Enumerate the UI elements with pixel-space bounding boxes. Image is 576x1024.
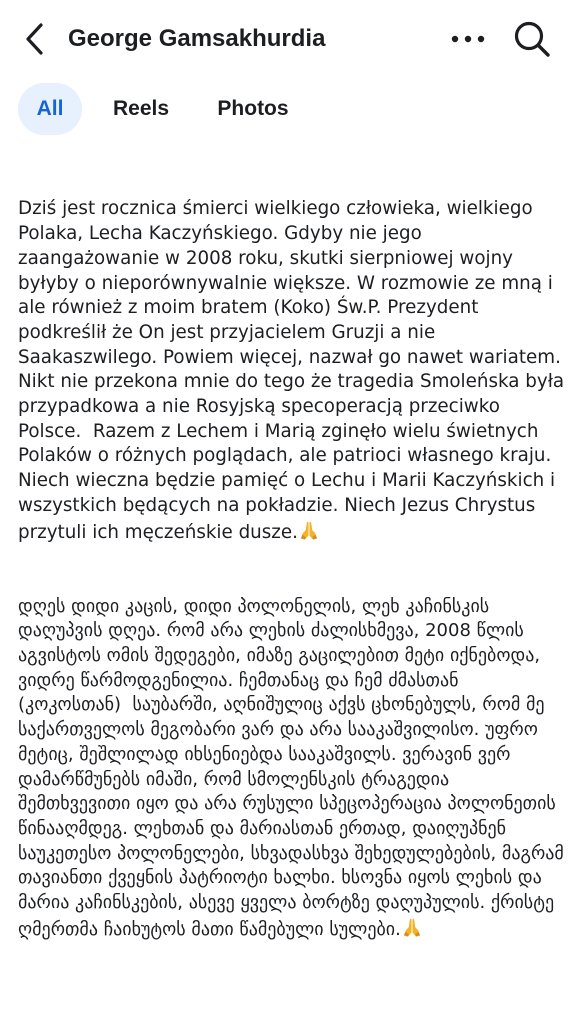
more-options-button[interactable] (446, 22, 490, 56)
folded-hands-icon (401, 916, 423, 938)
folded-hands-icon (298, 519, 320, 541)
back-button[interactable] (18, 20, 52, 58)
search-icon (512, 19, 552, 59)
page-title: George Gamsakhurdia (68, 25, 326, 52)
chevron-left-icon (24, 22, 46, 56)
tab-reels[interactable]: Reels (112, 97, 170, 120)
post-text-polish (18, 197, 570, 545)
more-horizontal-icon (450, 34, 486, 44)
georgian-paragraph: დღეს დიდი კაცის, დიდი პოლონელის, ლეხ კაჩინსკის დაღუპვის დღეა. რომ არა ლეხის ძალისხმევა, 2008 წლის აგვისტოს ომის შედეგები, იმაზე გაცილებით მეტი იქნებოდა, ვიდრე წარმოდგენილია. ჩემთანაც და ჩემ ძმასთან (კოკოსთან) საუბარში, აღნიშულიც აქვს ცხონებულს, რომ მე საქართველოს მეგობარი ვარ და არა სააკაშვილისო. უფრო მეტიც, შეშლილად იხსენიებდა სააკაშვილს. ვერავინ ვერ დამარწმუნებს იმაში, რომ სმოლენსკის ტრაგედია შემთხვევითი იყო და არა რუსული სპეცოპერაცია პოლონეთის წინააღმდეგ. ლეხთან და მარიასთან ერთად, დაიღუპნენ საუკეთესო პოლონელები, სხვადასხვა შეხედულებების, მაგრამ თავიანთი ქვეყნის პატრიოტი ხალხი. ხსოვნა იყოს ლეხის და მარია კაჩინსკების, ასევე ყველა ბორტზე დაღუპულის. ქრისტე ღმერთმა ჩაიხუტოს მათი წამებული სულები. (18, 595, 570, 940)
post-body (18, 148, 570, 967)
top-bar (0, 0, 576, 78)
tab-photos[interactable]: Photos (217, 97, 289, 120)
search-button[interactable] (510, 18, 554, 60)
tab-all[interactable]: All (18, 83, 82, 135)
post-text-georgian (18, 595, 570, 943)
filter-tabs (0, 80, 576, 136)
polish-paragraph: Dziś jest rocznica śmierci wielkiego człowieka, wielkiego Polaka, Lecha Kaczyńskiego. Gdyby nie jego zaangażowanie w 2008 roku, skutki sierpniowej wojny byłyby o nieporównywalnie większe. W rozmowie ze mną i ale również z moim bratem (Koko) Św.P. Prezydent podkreślił że On jest przyjacielem Gruzji a nie Saakaszwilego. Powiem więcej, nazwał go nawet wariatem. Nikt nie przekona mnie do tego że tragedia Smoleńska była przypadkowa a nie Rosyjską specoperacją przeciwko Polsce. Razem z Lechem i Marią zginęło wielu świetnych Polaków o różnych poglądach, ale patrioci własnego kraju. Niech wieczna będzie pamięć o Lechu i Marii Kaczyńskich i wszystkich będących na pokładzie. Niech Jezus Chrystus przytuli ich męczeńskie dusze. (18, 198, 570, 543)
